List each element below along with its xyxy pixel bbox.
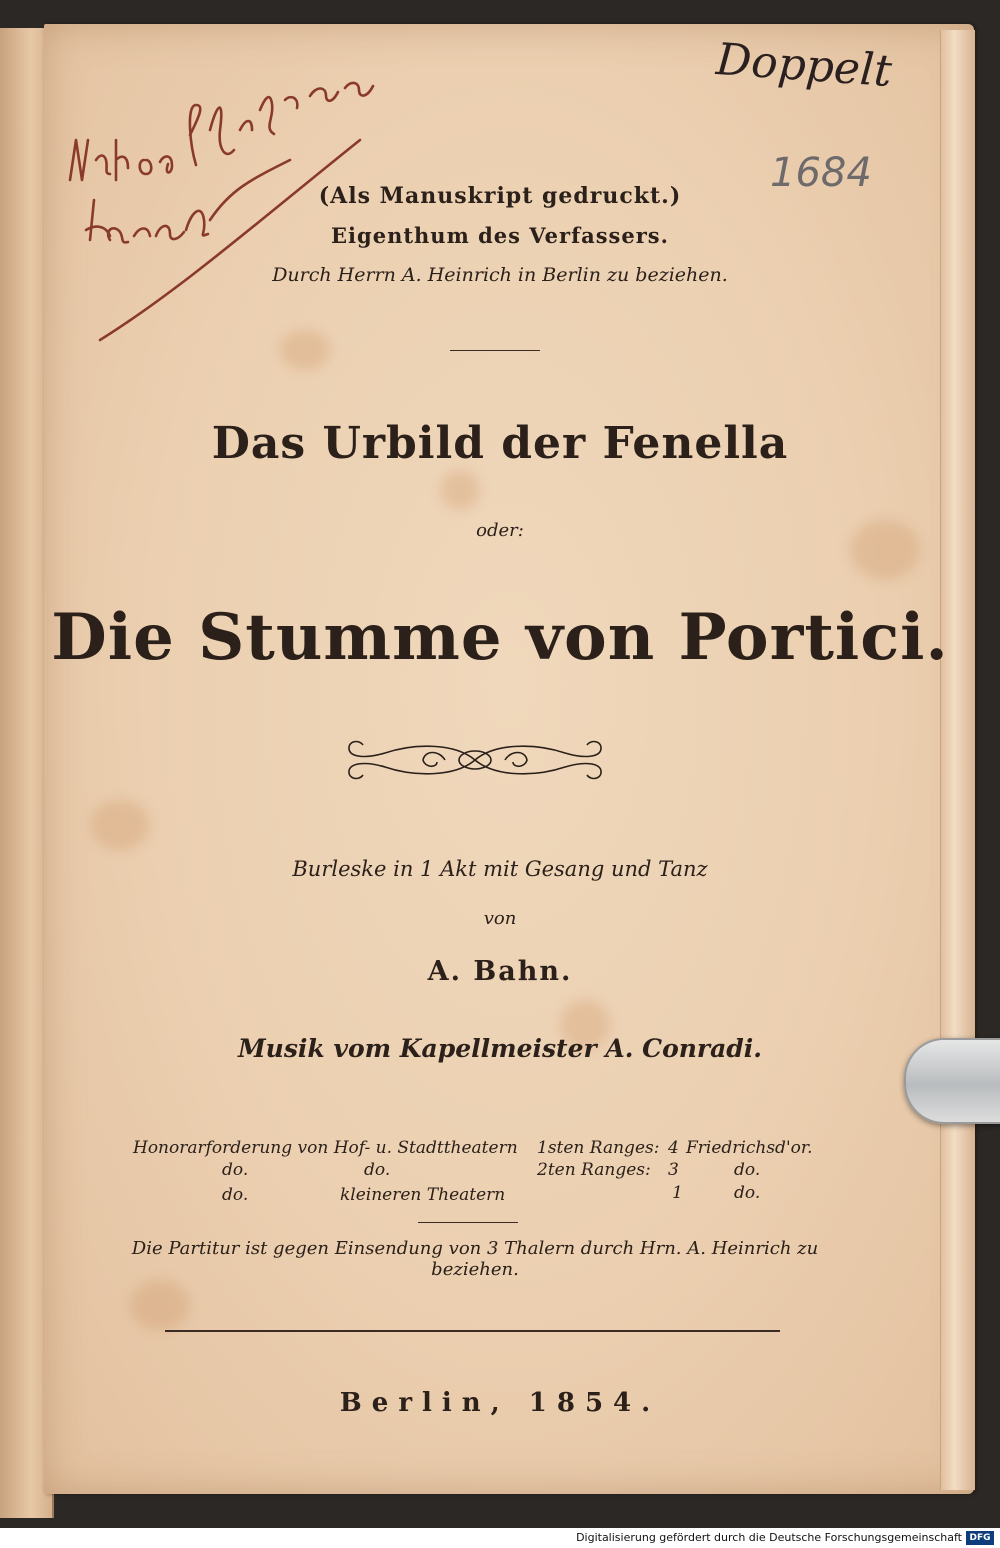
fee-row-2-amount: 3 bbox=[668, 1160, 679, 1180]
main-title: Das Urbild der Fenella bbox=[211, 418, 789, 469]
title-conjunction: oder: bbox=[476, 520, 524, 541]
funding-credit: Digitalisierung gefördert durch die Deutsche Forschungsgemeinschaft bbox=[576, 1531, 962, 1544]
divider-rule bbox=[418, 1222, 518, 1223]
imprint: Berlin, 1854. bbox=[339, 1388, 661, 1418]
composer-line: Musik vom Kapellmeister A. Conradi. bbox=[238, 1034, 762, 1063]
fee-row-1-rank: 1sten Ranges: bbox=[537, 1138, 660, 1158]
paper-clip-icon bbox=[904, 1038, 1000, 1124]
fee-row-2-unit: do. bbox=[734, 1160, 761, 1180]
divider-rule bbox=[450, 350, 540, 351]
ownership-note: Eigenthum des Verfassers. bbox=[331, 223, 669, 248]
foxing-stain bbox=[440, 470, 480, 510]
fee-row-3-mid: kleineren Theatern bbox=[340, 1185, 506, 1205]
fee-row-2-label: do. bbox=[222, 1160, 249, 1180]
footer-bar bbox=[0, 1528, 1000, 1548]
fee-row-3-amount: 1 bbox=[672, 1183, 683, 1203]
divider-rule bbox=[165, 1330, 780, 1332]
manuscript-note: (Als Manuskript gedruckt.) bbox=[318, 183, 682, 209]
fee-row-1-amount: 4 bbox=[668, 1138, 679, 1158]
fee-row-2-mid: do. bbox=[364, 1160, 391, 1180]
fee-row-2-rank: 2ten Ranges: bbox=[537, 1160, 651, 1180]
red-handwriting-annotation-icon bbox=[60, 40, 420, 360]
ornament-flourish-icon bbox=[345, 735, 605, 785]
subtitle: Die Stumme von Portici. bbox=[51, 600, 949, 675]
fee-row-1-unit: Friedrichsd'or. bbox=[686, 1138, 813, 1158]
fee-row-1-label: Honorarforderung von Hof- u. Stadttheatern bbox=[133, 1138, 518, 1158]
author-name: A. Bahn. bbox=[427, 956, 573, 987]
fee-row-3-unit: do. bbox=[734, 1183, 761, 1203]
handwritten-shelf-number: 1684 bbox=[770, 150, 872, 196]
genre-line: Burleske in 1 Akt mit Gesang und Tanz bbox=[292, 857, 708, 881]
handwritten-note-doppelt: Doppelt bbox=[714, 33, 894, 98]
by-word: von bbox=[483, 908, 517, 929]
fee-row-3-label: do. bbox=[222, 1185, 249, 1205]
score-note: Die Partitur ist gegen Einsendung von 3 Thalern durch Hrn. A. Heinrich zu beziehen. bbox=[131, 1238, 819, 1280]
foxing-stain bbox=[90, 800, 150, 850]
distribution-note: Durch Herrn A. Heinrich in Berlin zu beziehen. bbox=[272, 264, 728, 286]
dfg-logo: DFG bbox=[966, 1531, 994, 1545]
page-edge bbox=[940, 30, 975, 1490]
foxing-stain bbox=[130, 1280, 190, 1330]
